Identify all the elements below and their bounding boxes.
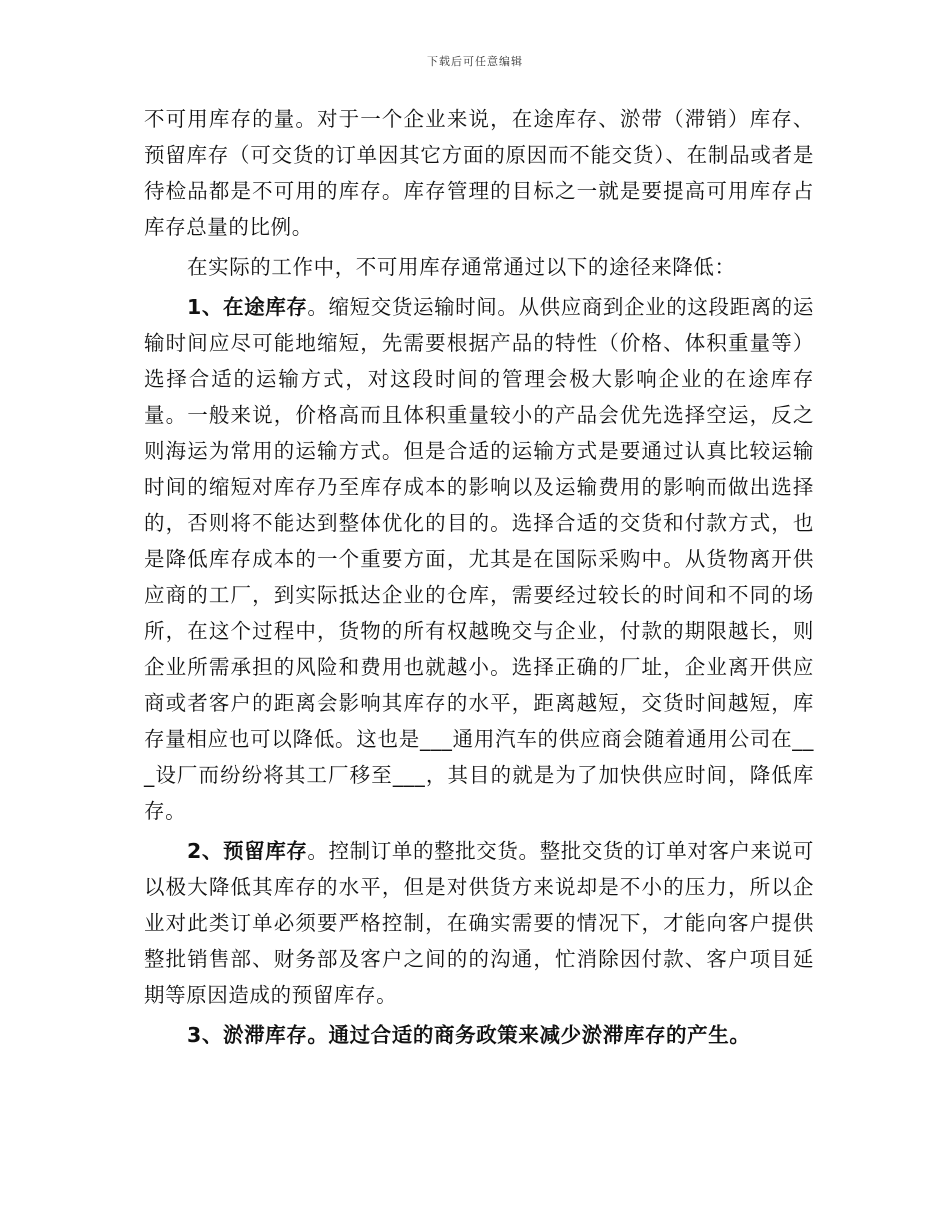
page-header: 下载后可任意编辑 bbox=[427, 55, 523, 68]
heading-reserved-inventory: 2、预留库存 bbox=[187, 839, 308, 863]
text-reserved-inventory: 。控制订单的整批交货。整批交货的订单对客户来说可以极大降低其库存的水平，但是对供货方来说却是不小的压力，所以企业对此类订单必须要严格控制，在确实需要的情况下，才能向客户提供整批销售部、财务部及客户之间的的沟通，忙消除因付款、客户项目延期等原因造成的预留库存。 bbox=[144, 839, 814, 1007]
paragraph-unavailable-inventory: 不可用库存的量。对于一个企业来说，在途库存、淤带（滞销）库存、预留库存（可交货的订单因其它方面的原因而不能交货）、在制品或者是待检品都是不可用的库存。库存管理的目标之一就是要提高可用库存占库存总量的比例。 bbox=[144, 107, 814, 239]
heading-in-transit-inventory: 1、在途库存 bbox=[187, 295, 308, 319]
document-body bbox=[144, 101, 814, 1053]
paragraph-stagnant-inventory: 3、淤滞库存。通过合适的商务政策来减少淤滞库存的产生。 bbox=[187, 1023, 751, 1047]
paragraph-in-transit-inventory bbox=[144, 289, 814, 829]
text-in-transit-inventory: 。缩短交货运输时间。从供应商到企业的这段距离的运输时间应尽可能地缩短，先需要根据产品的特性（价格、体积重量等）选择合适的运输方式，对这段时间的管理会极大影响企业的在途库存量。一般来说，价格高而且体积重量较小的产品会优先选择空运，反之则海运为常用的运输方式。但是合适的运输方式是要通过认真比较运输时间的缩短对库存乃至库存成本的影响以及运输费用的影响而做出选择的，否则将不能达到整体优化的目的。选择合适的交货和付款方式，也是降低库存成本的一个重要方面，尤其是在国际采购中。从货物离开供应商的工厂，到实际抵达企业的仓库，需要经过较长的时间和不同的场所，在这个过程中，货物的所有权越晚交与企业，付款的期限越长，则企业所需承担的风险和费用也就越小。选择正确的厂址，企业离开供应商或者客户的距离会影响其库存的水平，距离越短，交货时间越短，库存量相应也可以降低。这也是___通用汽车的供应商会随着通用公司在___设厂而纷纷将其工厂移至___，其目的就是为了加快供应时间，降低库存。 bbox=[144, 295, 814, 823]
paragraph-reserved-inventory bbox=[144, 833, 814, 1013]
paragraph-reduction-intro: 在实际的工作中，不可用库存通常通过以下的途径来降低： bbox=[187, 255, 736, 279]
